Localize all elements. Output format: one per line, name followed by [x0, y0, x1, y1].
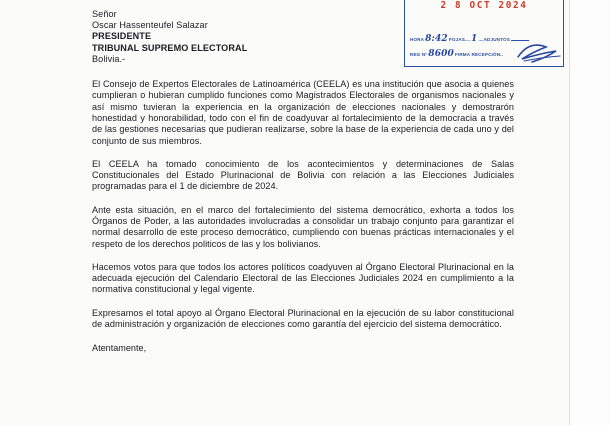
stamp-row-hora-fojas-adjuntos — [410, 32, 559, 42]
body-paragraph: El CEELA ha tomado conocimiento de los acontecimientos y determinaciones de Salas Constitucionales del Estado Plurinacional de Bolivia con relación a las Elecciones Judiciales programadas para el 1 de diciembre de 2024. — [92, 158, 514, 192]
addressee-salutation: Señor — [92, 9, 117, 19]
stamp-firma-dots: .. — [500, 52, 503, 57]
stamp-fojas-label: FOJAS — [448, 37, 465, 42]
letter-body — [92, 79, 514, 330]
stamp-adjuntos-line — [511, 40, 529, 41]
addressee-country: Bolivia.- — [92, 53, 126, 64]
body-paragraph: Ante esta situación, en el marco del fortalecimiento del sistema democrático, exhorta a todos los Órganos de Poder, a las autoridades involucradas a consolidar un trabajo conjunto para garantizar el normal desarrollo de este proceso democrático, cumpliendo con buenas prácticas internacionales y el respeto de los derechos politicos de las y los bolivianos. — [92, 204, 514, 249]
body-paragraph: Hacemos votos para que todos los actores políticos coadyuven al Órgano Electoral Plurinacional en la adecuada ejecución del Calendario Electoral de las Elecciones Judiciales 2024 en cumplimiento a la normativa constitucional y legal vigente. — [92, 261, 514, 295]
stamp-reg-value: 8600 — [428, 48, 454, 59]
addressee-name: Oscar Hassenteufel Salazar — [92, 20, 208, 31]
stamp-hora-value: 8:42 — [425, 33, 448, 44]
page-margin-outside — [570, 0, 610, 425]
page-edge-line — [569, 0, 570, 425]
stamp-firma-label: FIRMA RECEPCIÓN — [454, 52, 501, 57]
reception-stamp — [404, 0, 564, 67]
body-paragraph: El Consejo de Expertos Electorales de Latinoamérica (CEELA) es una institución que asocia a quienes cumplieran o hubieran cumplido funciones como Magistrados Electorales de organismos nacionales y así mismo tuvieran la experiencia en la organización de elecciones nacionales y demostrarón honestidad y honorabilidad, todo con el fin de coadyuvar al fortalecimiento de la democracia a través de las gestiones necesarias que pudieran realizarse, sobre la base de la experiencia de cada uno y del conjunto de sus miembros. — [92, 79, 514, 146]
stamp-adjuntos-dots: .... — [478, 37, 484, 42]
letter-closing: Atentamente, — [92, 343, 147, 354]
stamp-hora-label: HORA — [410, 37, 425, 42]
stamp-row-reg-firma — [410, 47, 559, 57]
stamp-adjuntos-label: ADJUNTOS — [483, 37, 510, 42]
body-paragraph: Expresamos el total apoyo al Órgano Electoral Plurinacional en la ejecución de su labor constitucional de administración y organización de elecciones como garantía del ejercicio del sistema democrático. — [92, 307, 514, 330]
addressee-institution: TRIBUNAL SUPREMO ELECTORAL — [92, 42, 248, 53]
stamp-reg-label: REG N° — [410, 52, 428, 57]
stamp-date: 2 8 OCT 2024 — [440, 0, 528, 11]
stamp-fojas-value: 1 — [471, 33, 478, 44]
addressee-title: PRESIDENTE — [92, 31, 152, 42]
stamp-fojas-dots: .... — [464, 37, 471, 42]
